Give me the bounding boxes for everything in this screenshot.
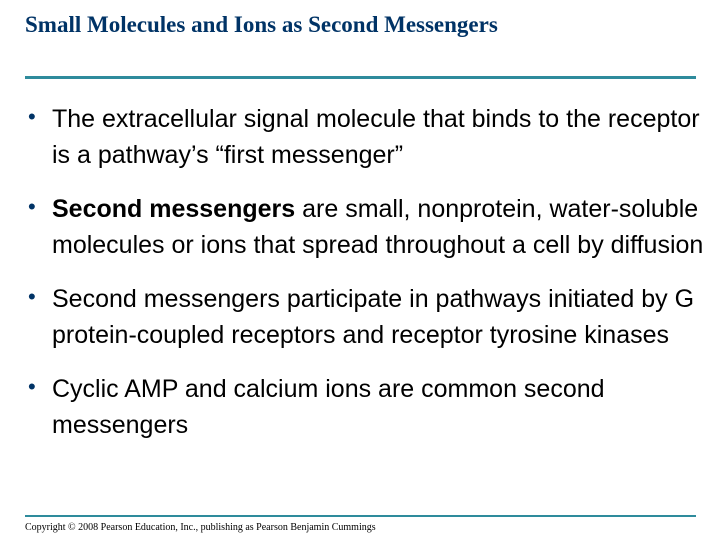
- bullet-item: [25, 101, 705, 173]
- bullet-item: [25, 281, 705, 353]
- slide-title: Small Molecules and Ions as Second Messengers: [25, 12, 498, 37]
- bullet-text: are small, nonprotein, water-soluble molecules or ions that spread throughout a cell by diffusion: [52, 195, 704, 259]
- bullet-text: The extracellular signal molecule that binds to the receptor is a pathway’s “first messenger”: [52, 105, 700, 169]
- bullet-text: Second messengers participate in pathways initiated by G protein-coupled receptors and receptor tyrosine kinases: [52, 285, 695, 349]
- bullet-icon: •: [28, 194, 36, 219]
- bullet-item: [25, 371, 705, 443]
- bullet-icon: •: [28, 284, 36, 309]
- bullet-icon: •: [28, 104, 36, 129]
- bullet-item: [25, 191, 705, 263]
- bullet-text: Cyclic AMP and calcium ions are common second messengers: [52, 375, 605, 439]
- title-divider: [25, 76, 696, 79]
- footer-divider: [25, 515, 696, 517]
- bullet-icon: •: [28, 374, 36, 399]
- bullet-list: [25, 101, 705, 461]
- copyright-notice: Copyright © 2008 Pearson Education, Inc., publishing as Pearson Benjamin Cummings: [25, 522, 376, 533]
- bullet-lead: Second messengers: [52, 195, 296, 223]
